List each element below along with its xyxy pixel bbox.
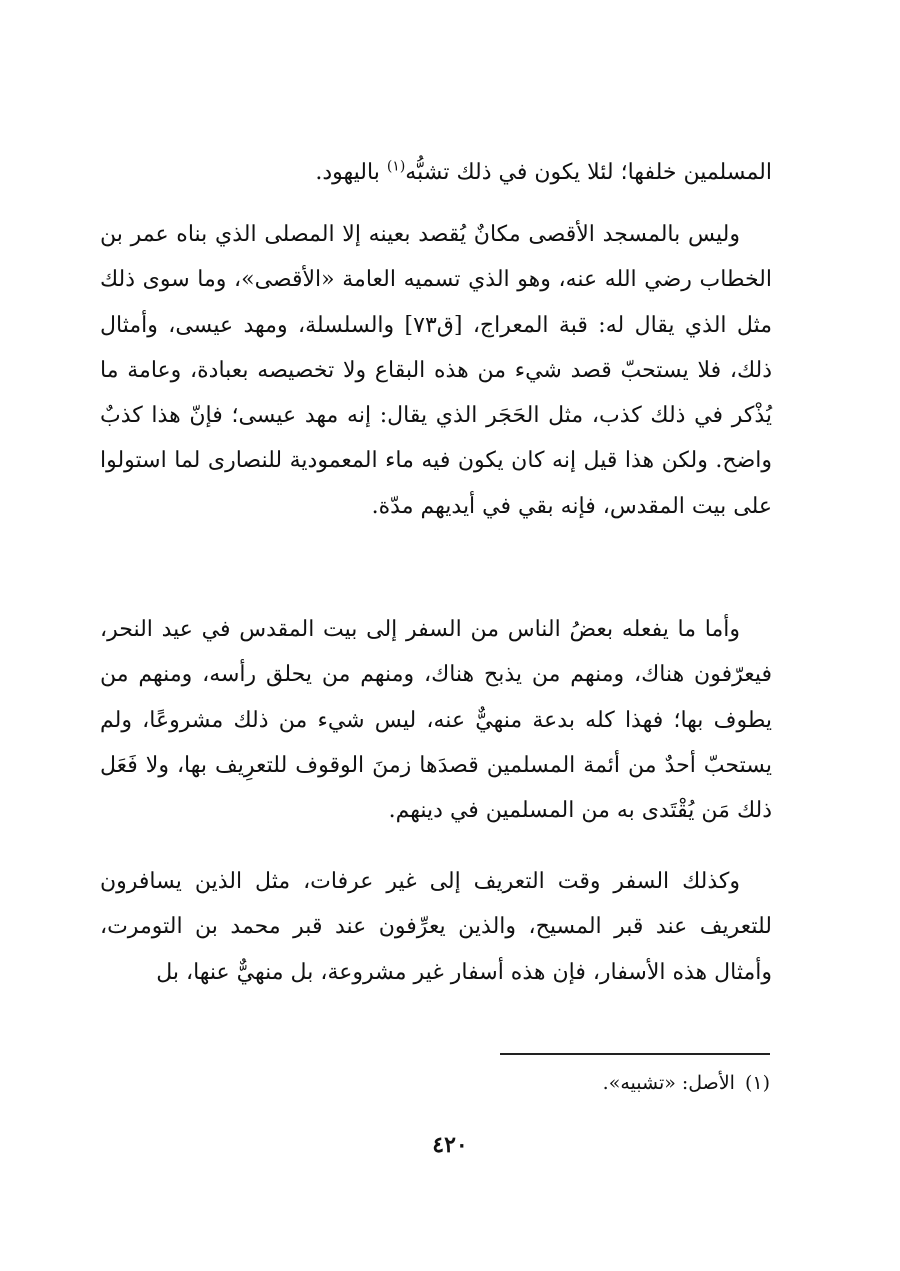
paragraph-4: وكذلك السفر وقت التعريف إلى غير عرفات، مثل الذين يسافرون للتعريف عند قبر المسيح، والذين يعرِّفون عند قبر محمد بن التومرت، وأمثال هذه الأسفار، فإن هذه أسفار غير مشروعة، بل منهيٌّ عنها، بل: [100, 869, 772, 985]
paragraph-1-tail: باليهود.: [315, 160, 387, 185]
footnote: [500, 1068, 770, 1098]
body-text-block-4: [100, 859, 772, 995]
paragraph-1: [100, 150, 772, 195]
paragraph-2: وليس بالمسجد الأقصى مكانٌ يُقصد بعينه إلا المصلى الذي بناه عمر بن الخطاب رضي الله عنه، وهو الذي تسميه العامة «الأقصى»، وما سوى ذلك مثل الذي يقال له: قبة المعراج، [ق٧٣] والسلسلة، ومهد عيسى، وأمثال ذلك، فلا يستحبّ قصد شيء من هذه البقاع ولا تخصيصه بعبادة، وعامة ما يُذْكر في ذلك كذب، مثل الحَجَر الذي يقال: إنه مهد عيسى؛ فإنّ هذا كذبٌ واضح. ولكن هذا قيل إنه كان يكون فيه ماء المعمودية للنصارى لما استولوا على بيت المقدس، فإنه بقي في أيديهم مدّة.: [100, 222, 773, 519]
footnote-separator: [500, 1053, 770, 1055]
footnote-reference: (١): [386, 158, 406, 175]
footnote-text: الأصل: «تشبيه».: [602, 1072, 735, 1094]
body-text-block-2: [100, 212, 772, 529]
footnote-marker: (١): [744, 1072, 770, 1094]
body-text-block-3: [100, 607, 772, 833]
body-text-block: [100, 150, 772, 195]
paragraph-3: وأما ما يفعله بعضُ الناس من السفر إلى بيت المقدس في عيد النحر، فيعرّفون هناك، ومنهم من يذبح هناك، ومنهم من يحلق رأسه، ومنهم من يطوف بها؛ فهذا كله بدعة منهيٌّ عنه، ليس شيء من ذلك مشروعًا، ولم يستحبّ أحدٌ من أئمة المسلمين قصدَها زمنَ الوقوف للتعرِيف بها، ولا فَعَل ذلك مَن يُقْتَدى به من المسلمين في دينهم.: [100, 617, 772, 824]
paragraph-1-text: المسلمين خلفها؛ لئلا يكون في ذلك تشبُّه: [405, 160, 772, 185]
page-number: ٤٢٠: [432, 1132, 468, 1158]
